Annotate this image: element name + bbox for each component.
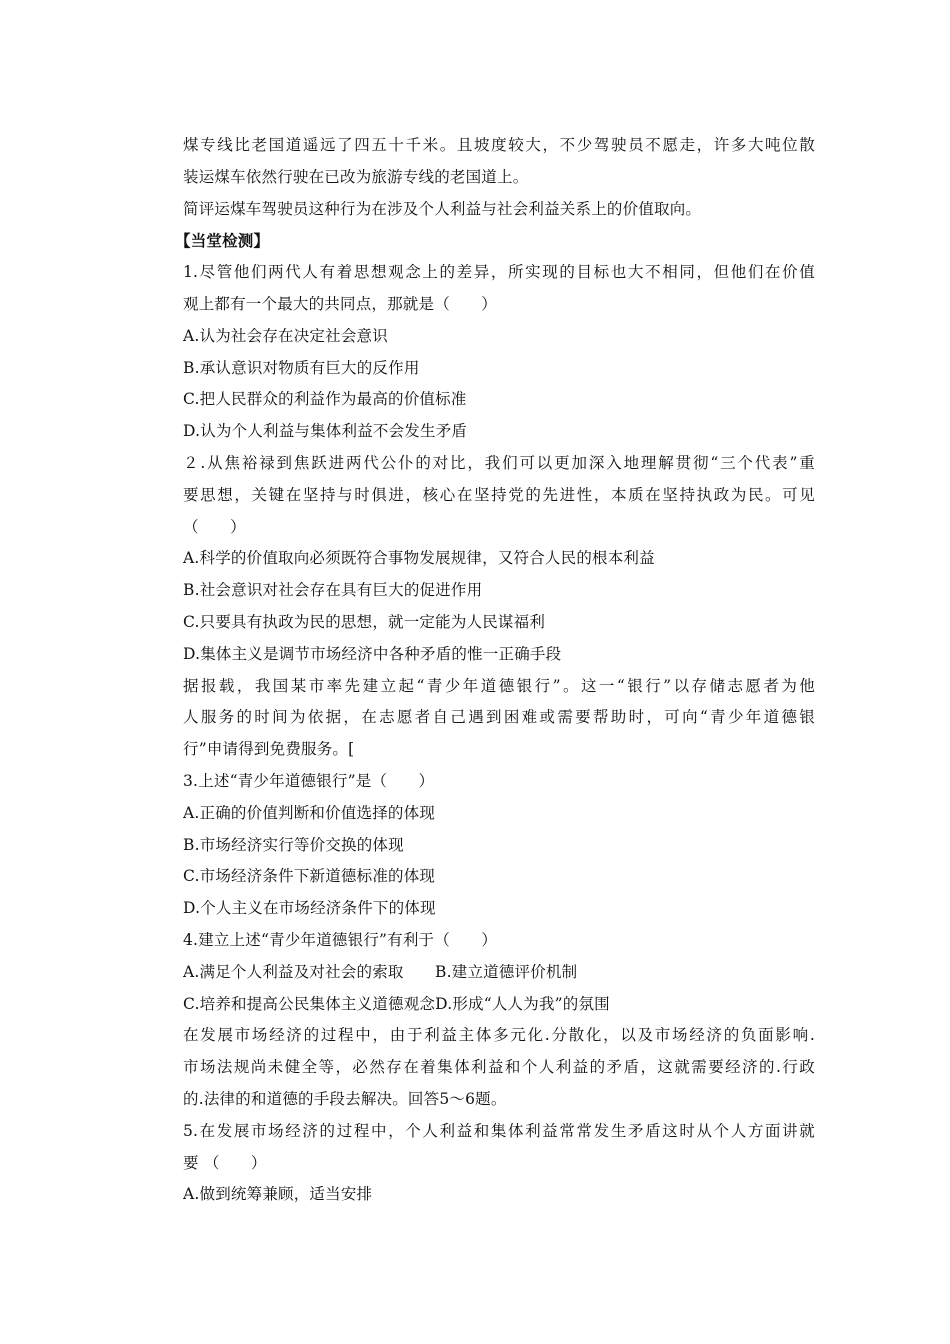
answer-option: D.认为个人利益与集体利益不会发生矛盾 [183, 422, 468, 441]
passage-line: 在发展市场经济的过程中，由于利益主体多元化.分散化，以及市场经济的负面影响. [183, 1026, 815, 1045]
question-line: 3.上述“青少年道德银行”是（ ） [183, 771, 435, 790]
text-line: 煤专线比老国道遥远了四五十千米。且坡度较大，不少驾驶员不愿走，许多大吨位散 [183, 136, 815, 154]
answer-option: B.市场经济实行等价交换的体现 [183, 835, 404, 854]
answer-option: B.承认意识对物质有巨大的反作用 [183, 358, 420, 377]
question-line: 4.建立上述“青少年道德银行”有利于（ ） [183, 930, 498, 949]
question-line: （ ） [183, 517, 246, 536]
answer-option: A.认为社会存在决定社会意识 [183, 326, 388, 345]
answer-option: A.正确的价值判断和价值选择的体现 [183, 803, 436, 822]
section-heading: 【当堂检测】 [175, 231, 270, 251]
question-line: 1.尽管他们两代人有着思想观念上的差异，所实现的目标也大不相同，但他们在价值 [183, 263, 815, 282]
passage-line: 市场法规尚未健全等，必然存在着集体利益和个人利益的矛盾，这就需要经济的.行政 [183, 1058, 815, 1077]
answer-option: D.集体主义是调节市场经济中各种矛盾的惟一正确手段 [183, 644, 562, 663]
passage-line: 行”申请得到免费服务。[ [183, 740, 355, 759]
answer-option: C.市场经济条件下新道德标准的体现 [183, 867, 436, 886]
answer-option: C.把人民群众的利益作为最高的价值标准 [183, 390, 467, 409]
text-line: 装运煤车依然行驶在已改为旅游专线的老国道上。 [183, 167, 529, 186]
passage-line: 的.法律的和道德的手段去解决。回答5～6题。 [183, 1089, 507, 1108]
answer-option: D.个人主义在市场经济条件下的体现 [183, 899, 436, 918]
answer-option: B.社会意识对社会存在具有巨大的促进作用 [183, 581, 483, 600]
question-line: 观上都有一个最大的共同点，那就是（ ） [183, 294, 498, 313]
answer-option: A.满足个人利益及对社会的索取 B.建立道德评价机制 [183, 962, 578, 981]
answer-option: A.科学的价值取向必须既符合事物发展规律，又符合人民的根本利益 [183, 549, 655, 568]
question-line: 要思想，关键在坚持与时俱进，核心在坚持党的先进性，本质在坚持执政为民。可见 [183, 485, 815, 504]
question-line: 5.在发展市场经济的过程中，个人利益和集体利益常常发生矛盾这时从个人方面讲就 [183, 1121, 815, 1140]
passage-line: 人服务的时间为依据，在志愿者自己遇到困难或需要帮助时，可向“青少年道德银 [183, 708, 815, 727]
document-body [175, 130, 815, 1211]
passage-line: 据报载，我国某市率先建立起“青少年道德银行”。这一“银行”以存储志愿者为他 [183, 676, 815, 695]
answer-option: C.只要具有执政为民的思想，就一定能为人民谋福利 [183, 612, 546, 631]
answer-option: A.做到统筹兼顾，适当安排 [183, 1185, 373, 1204]
text-line: 简评运煤车驾驶员这种行为在涉及个人利益与社会利益关系上的价值取向。 [183, 199, 702, 218]
question-line: ２.从焦裕禄到焦跃进两代公仆的对比，我们可以更加深入地理解贯彻“三个代表”重 [183, 453, 815, 472]
question-line: 要 （ ） [183, 1153, 267, 1172]
answer-option: C.培养和提高公民集体主义道德观念D.形成“人人为我”的氛围 [183, 994, 610, 1013]
